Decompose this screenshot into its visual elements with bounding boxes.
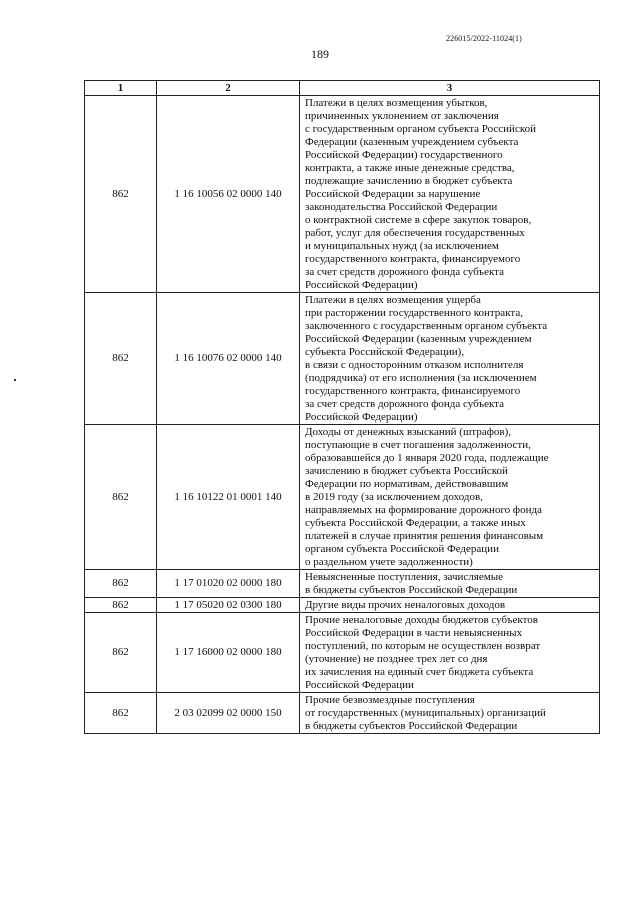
description-line: поступлений, по которым не осуществлен возврат bbox=[305, 640, 541, 652]
table-row bbox=[85, 598, 600, 613]
description-line: (подрядчика) от его исполнения (за исключением bbox=[305, 372, 537, 384]
column-header-3: 3 bbox=[300, 81, 600, 96]
description-line: органом субъекта Российской Федерации bbox=[305, 543, 499, 555]
description-line: в связи с односторонним отказом исполнителя bbox=[305, 359, 524, 371]
column-header-2: 2 bbox=[157, 81, 300, 96]
revenue-description-cell bbox=[300, 293, 600, 425]
table-row bbox=[85, 293, 600, 425]
revenue-code-cell: 1 17 16000 02 0000 180 bbox=[157, 613, 300, 693]
description-line: Российской Федерации) bbox=[305, 279, 418, 291]
administrator-code-cell: 862 bbox=[85, 96, 157, 293]
revenue-description-cell bbox=[300, 598, 600, 613]
description-line: о раздельном учете задолженности) bbox=[305, 556, 473, 568]
description-line: Федерации по нормативам, действовавшим bbox=[305, 478, 509, 490]
description-line: их зачисления на единый счет бюджета субъекта bbox=[305, 666, 534, 678]
description-line: Платежи в целях возмещения убытков, bbox=[305, 97, 488, 109]
description-line: Невыясненные поступления, зачисляемые bbox=[305, 571, 503, 583]
description-line: Российской Федерации) государственного bbox=[305, 149, 503, 161]
description-line: Прочие неналоговые доходы бюджетов субъектов bbox=[305, 614, 538, 626]
description-line: зачислению в бюджет субъекта Российской bbox=[305, 465, 508, 477]
description-line: причиненных уклонением от заключения bbox=[305, 110, 499, 122]
administrator-code-cell: 862 bbox=[85, 425, 157, 570]
description-line: Российской Федерации bbox=[305, 679, 414, 691]
table-row bbox=[85, 425, 600, 570]
description-line: Доходы от денежных взысканий (штрафов), bbox=[305, 426, 511, 438]
description-line: государственного контракта, финансируемого bbox=[305, 253, 521, 265]
revenue-codes-table bbox=[84, 80, 600, 734]
column-header-1: 1 bbox=[85, 81, 157, 96]
description-line: за счет средств дорожного фонда субъекта bbox=[305, 266, 505, 278]
revenue-description-cell bbox=[300, 613, 600, 693]
description-line: платежей в случае принятия решения финансовым bbox=[305, 530, 544, 542]
description-line: Федерации (казенным учреждением субъекта bbox=[305, 136, 519, 148]
description-line: и муниципальных нужд (за исключением bbox=[305, 240, 499, 252]
description-line: направляемых на формирование дорожного фонда bbox=[305, 504, 542, 516]
page-number: 189 bbox=[311, 47, 329, 61]
table-row bbox=[85, 570, 600, 598]
revenue-description-cell bbox=[300, 570, 600, 598]
description-line: о контрактной системе в сфере закупок товаров, bbox=[305, 214, 532, 226]
description-line: подлежащие зачислению в бюджет субъекта bbox=[305, 175, 513, 187]
description-line: законодательства Российской Федерации bbox=[305, 201, 498, 213]
description-line: заключенного с государственным органом субъекта bbox=[305, 320, 548, 332]
description-line: государственного контракта, финансируемого bbox=[305, 385, 521, 397]
description-line: от государственных (муниципальных) организаций bbox=[305, 707, 546, 719]
description-line: при расторжении государственного контракта, bbox=[305, 307, 523, 319]
table-row bbox=[85, 613, 600, 693]
revenue-description-cell bbox=[300, 693, 600, 734]
administrator-code-cell: 862 bbox=[85, 693, 157, 734]
table-body bbox=[85, 96, 600, 734]
administrator-code-cell: 862 bbox=[85, 293, 157, 425]
description-line: субъекта Российской Федерации, а также иных bbox=[305, 517, 526, 529]
scan-mark bbox=[14, 379, 16, 381]
description-line: в 2019 году (за исключением доходов, bbox=[305, 491, 483, 503]
description-line: за счет средств дорожного фонда субъекта bbox=[305, 398, 505, 410]
revenue-code-cell: 1 16 10122 01 0001 140 bbox=[157, 425, 300, 570]
revenue-code-cell: 1 17 05020 02 0300 180 bbox=[157, 598, 300, 613]
description-line: контракта, а также иные денежные средства, bbox=[305, 162, 515, 174]
description-line: работ, услуг для обеспечения государственных bbox=[305, 227, 525, 239]
administrator-code-cell: 862 bbox=[85, 613, 157, 693]
description-line: с государственным органом субъекта Российской bbox=[305, 123, 536, 135]
revenue-description-cell bbox=[300, 425, 600, 570]
description-line: (уточнение) не позднее трех лет со дня bbox=[305, 653, 488, 665]
revenue-code-cell: 1 16 10076 02 0000 140 bbox=[157, 293, 300, 425]
description-line: Российской Федерации (казенным учреждением bbox=[305, 333, 532, 345]
description-line: Другие виды прочих неналоговых доходов bbox=[305, 599, 506, 611]
description-line: в бюджеты субъектов Российской Федерации bbox=[305, 584, 518, 596]
table-row bbox=[85, 693, 600, 734]
description-line: Российской Федерации за нарушение bbox=[305, 188, 481, 200]
administrator-code-cell: 862 bbox=[85, 570, 157, 598]
revenue-code-cell: 2 03 02099 02 0000 150 bbox=[157, 693, 300, 734]
description-line: образовавшейся до 1 января 2020 года, подлежащие bbox=[305, 452, 549, 464]
revenue-code-cell: 1 16 10056 02 0000 140 bbox=[157, 96, 300, 293]
description-line: Прочие безвозмездные поступления bbox=[305, 694, 475, 706]
document-id: 226015/2022-11024(1) bbox=[446, 34, 522, 43]
revenue-description-cell bbox=[300, 96, 600, 293]
description-line: в бюджеты субъектов Российской Федерации bbox=[305, 720, 518, 732]
revenue-code-cell: 1 17 01020 02 0000 180 bbox=[157, 570, 300, 598]
description-line: поступающие в счет погашения задолженности, bbox=[305, 439, 531, 451]
administrator-code-cell: 862 bbox=[85, 598, 157, 613]
table-header-row bbox=[85, 81, 600, 96]
table-row bbox=[85, 96, 600, 293]
description-line: Российской Федерации) bbox=[305, 411, 418, 423]
description-line: Российской Федерации в части невыясненных bbox=[305, 627, 523, 639]
description-line: субъекта Российской Федерации), bbox=[305, 346, 465, 358]
description-line: Платежи в целях возмещения ущерба bbox=[305, 294, 481, 306]
